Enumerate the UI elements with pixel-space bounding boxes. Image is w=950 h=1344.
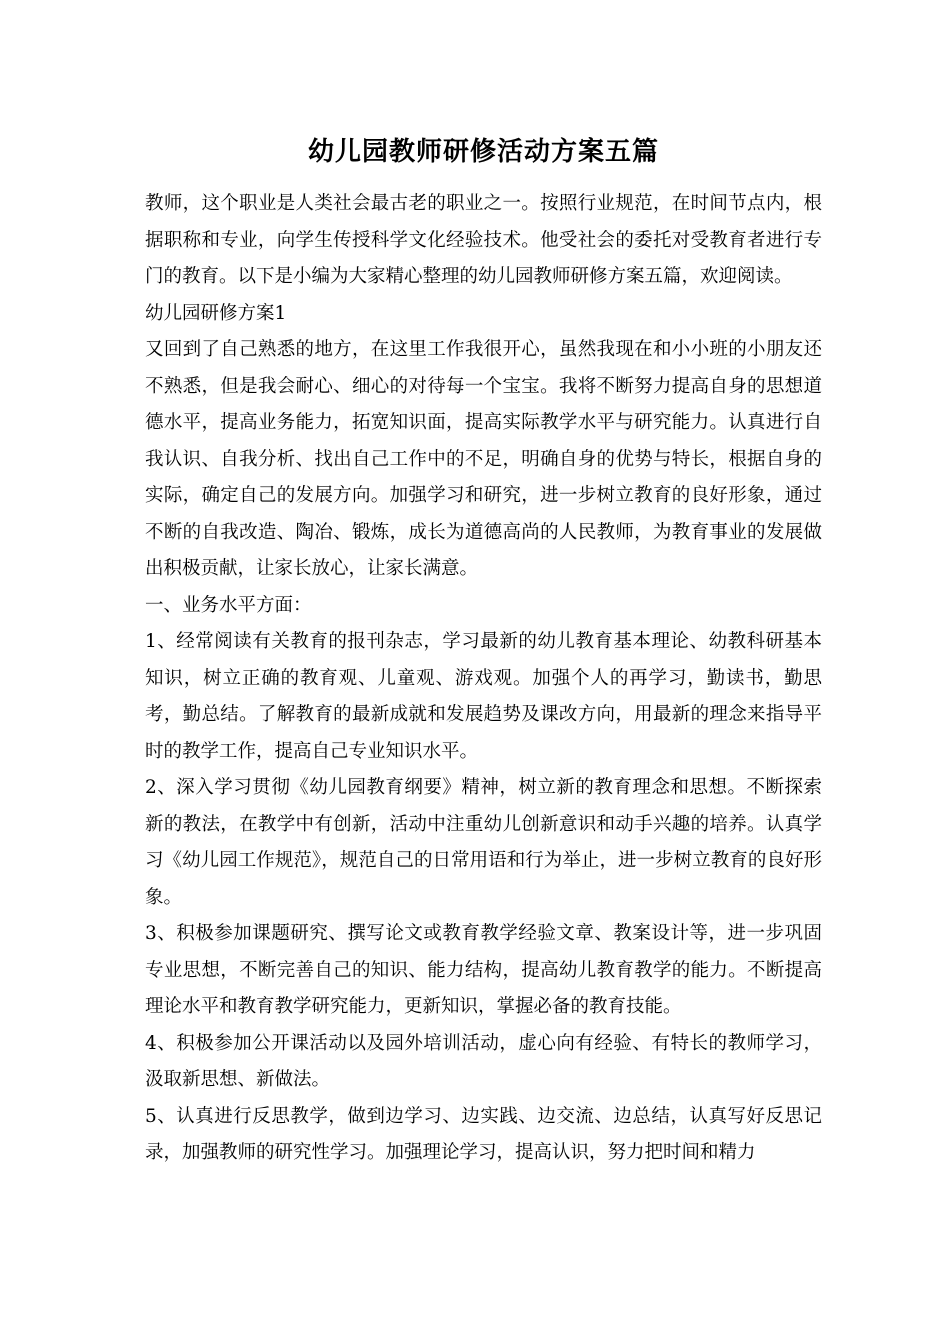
subsection-heading-business-level: 一、业务水平方面： [145,594,312,616]
list-item-3: 3、积极参加课题研究、撰写论文或教育教学经验文章、教案设计等，进一步巩固专业思想，不断完善自己的知识、能力结构，提高幼儿教育教学的能力。不断提高理论水平和教育教学研究能力，更新知识，掌握必备的教育技能。 [145,923,822,1017]
section-heading-plan-1: 幼儿园研修方案1 [145,302,287,324]
document-page [145,130,822,1172]
plan-1-body-paragraph: 又回到了自己熟悉的地方，在这里工作我很开心，虽然我现在和小小班的小朋友还不熟悉，但是我会耐心、细心的对待每一个宝宝。我将不断努力提高自身的思想道德水平，提高业务能力，拓宽知识面，提高实际教学水平与研究能力。认真进行自我认识、自我分析、找出自己工作中的不足，明确自身的优势与特长，根据自身的实际，确定自己的发展方向。加强学习和研究，进一步树立教育的良好形象，通过不断的自我改造、陶冶、锻炼，成长为道德高尚的人民教师，为教育事业的发展做出积极贡献，让家长放心，让家长满意。 [145,339,822,579]
list-item-1: 1、经常阅读有关教育的报刊杂志，学习最新的幼儿教育基本理论、幼教科研基本知识，树立正确的教育观、儿童观、游戏观。加强个人的再学习，勤读书，勤思考，勤总结。了解教育的最新成就和发展趋势及课改方向，用最新的理念来指导平时的教学工作，提高自己专业知识水平。 [145,631,822,762]
list-item-2: 2、深入学习贯彻《幼儿园教育纲要》精神，树立新的教育理念和思想。不断探索新的教法，在教学中有创新，活动中注重幼儿创新意识和动手兴趣的培养。认真学习《幼儿园工作规范》，规范自己的日常用语和行为举止，进一步树立教育的良好形象。 [145,777,822,908]
list-item-4: 4、积极参加公开课活动以及园外培训活动，虚心向有经验、有特长的教师学习，汲取新思想、新做法。 [145,1032,822,1090]
document-title: 幼儿园教师研修活动方案五篇 [307,137,659,167]
intro-paragraph: 教师，这个职业是人类社会最古老的职业之一。按照行业规范，在时间节点内，根据职称和专业，向学生传授科学文化经验技术。他受社会的委托对受教育者进行专门的教育。以下是小编为大家精心整理的幼儿园教师研修方案五篇，欢迎阅读。 [145,193,822,287]
list-item-5: 5、认真进行反思教学，做到边学习、边实践、边交流、边总结，认真写好反思记录，加强教师的研究性学习。加强理论学习，提高认识，努力把时间和精力 [145,1105,822,1163]
